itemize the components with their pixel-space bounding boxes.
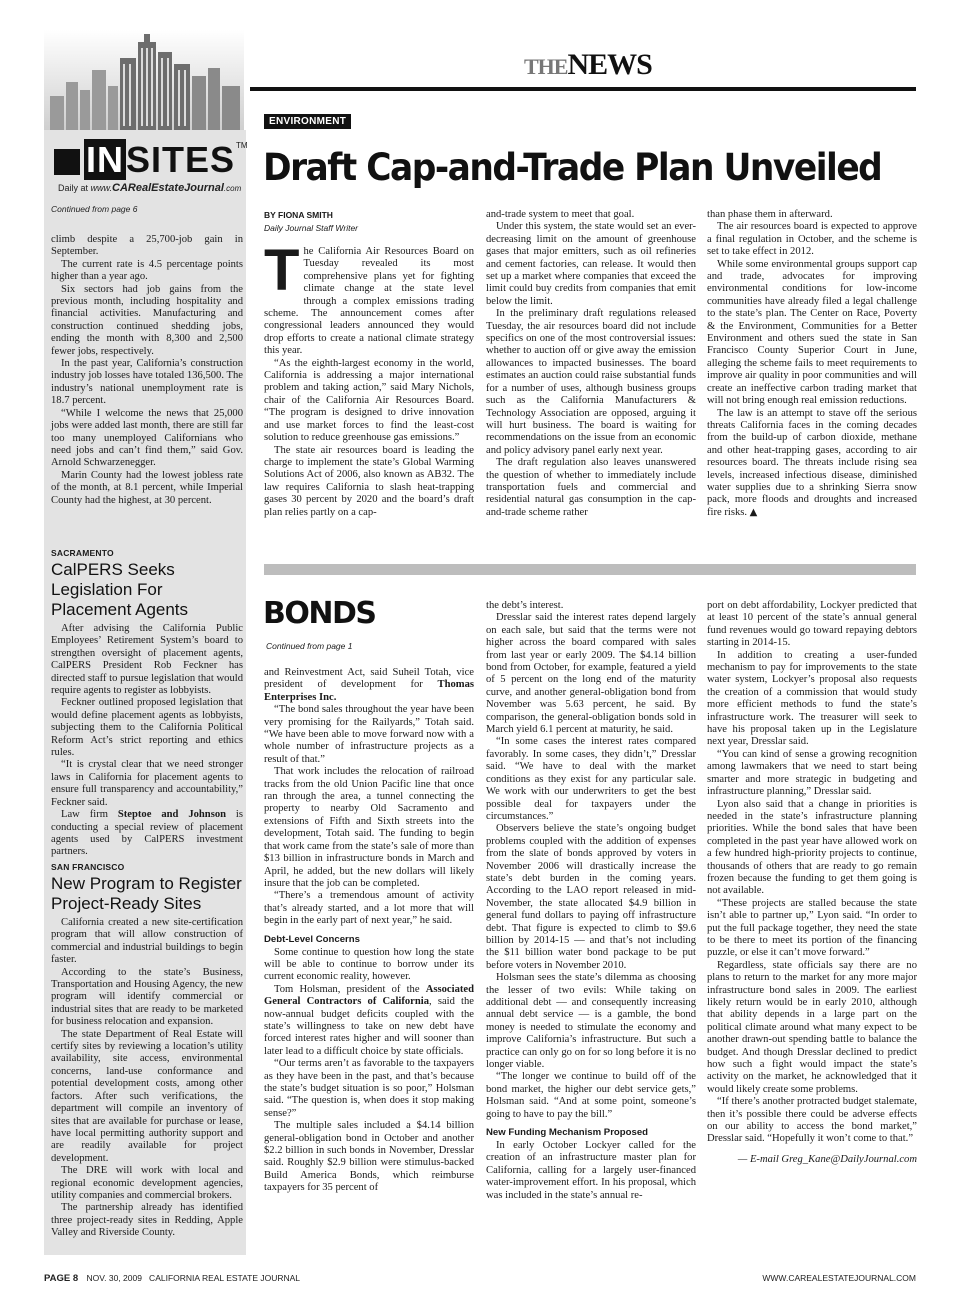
paragraph: Lyon also said that a change in priorities is needed in the state’s infrastructure planning priorities. While the bond sales that have been completed in the past year have allowed work on a few hundred high-priority projects to continue, thousands of others that are ready to go remain frozen because the funding to get them going is not available.	[707, 798, 917, 897]
subhead-debt-level: Debt-Level Concerns	[264, 933, 360, 945]
continued-from-page-1: Continued from page 1	[266, 641, 353, 651]
paragraph: That work includes the relocation of railroad tracks from the old Union Pacific line that once ran through the area, a tunnel connecting the property to nearby Old Sacramento and extensions of Fifth and Sixth streets into the development, Totah said. The funding to begin that work came from the state’s sale of more than $13 billion in infrastructure bonds in March and April, he added, but the new dollars will likely insure that the job can be completed.	[264, 766, 474, 889]
paragraph: The state air resources board is leading the charge to implement the state’s Global Warming Solutions Act of 2006, also known as AB32. The law requires California to slash heat-trapping gases 30 percent by 2020 and the board’s draft plan relies partly on a cap-	[264, 444, 474, 518]
paragraph: Feckner outlined proposed legislation that would define placement agents as lobbyists, subjecting them to the California Political Reform Act’s strict reporting and ethics rules.	[51, 697, 243, 759]
paragraph: Observers believe the state’s ongoing budget problems coupled with the addition of expenses from the slate of bonds approved by voters in November 2006 will drastically increase the state’s debt burden in the coming years. According to the LAO report released in mid-November, the state allocated $4.9 billion in general fund dollars to paying off infrastructure debt. That figure is expected to climb to $9.6 billion by 2014-15 — and that’s not including the $11 billion water bond package to be put before voters in November 2010.	[486, 823, 696, 971]
subhead-funding-mechanism: New Funding Mechanism Proposed	[486, 1127, 649, 1139]
sidebar-brief-sacramento	[51, 548, 243, 859]
association-name: Associated General Contractors of California	[264, 983, 474, 1008]
paragraph: “These projects are stalled because the state isn’t able to partner up,” Lyon said. “In order to put the full package together, they need the state to be there to meet its portion of the financing puzzle, or else it can’t move forward.”	[707, 897, 917, 959]
paragraph: port on debt affordability, Lockyer predicted that at least 10 percent of the state’s annual general fund revenues would go toward repaying debtors starting in 2014-15.	[707, 600, 917, 649]
env-column-2	[486, 209, 696, 519]
paragraph: “The bond sales throughout the year have been very promising for the Railyards,” Totah said. “We have been able to move forward now with a whole number of infrastructure projects as a result of that.”	[264, 704, 474, 765]
daily-at-line	[58, 182, 241, 194]
author-email-signature[interactable]: — E-mail Greg_Kane@DailyJournal.com	[737, 1153, 917, 1165]
paragraph: The DRE will work with local and regional economic development agencies, utility companies and commercial brokers.	[51, 1165, 243, 1201]
paragraph: The California Air Resources Board on Tuesday revealed its most comprehensive plans yet for fighting climate change at the state level through a complex emissions trading scheme. The announcement comes after congressional leaders announced they would drop efforts to create a national climate strategy this year.	[264, 238, 474, 357]
drop-cap: T	[264, 238, 300, 303]
brief-kicker: SACRAMENTO	[51, 548, 114, 558]
section-masthead	[524, 48, 652, 82]
paragraph: climb despite a 25,700-job gain in September.	[51, 234, 243, 258]
logo-in: IN	[86, 139, 124, 180]
page-number: PAGE 8	[44, 1273, 79, 1284]
env-column-3	[707, 209, 917, 519]
paragraph: Regardless, state officials say there are no plans to return to the market for any more major infrastructure bond sales in 2009. The earliest likely return would be in early 2010, although that ability depends in a large part on the political climate around what many expect to be another drawn-out spending battle to balance the budget. And though Dresslar declined to predict how such a fight would impact the state’s activity on the market, he acknowledged that it would likely create some problems.	[707, 959, 917, 1095]
footer-date-publication: NOV. 30, 2009 CALIFORNIA REAL ESTATE JOURNAL	[86, 1273, 301, 1283]
bonds-column-2	[486, 600, 696, 1202]
daily-prefix: Daily at	[58, 183, 89, 193]
paragraph: The air resources board is expected to approve a final regulation in October, and the scheme is set to take effect in 2012.	[707, 221, 917, 258]
paragraph: “There’s a tremendous amount of activity that’s already started, and a lot more that will begin in the early part of next year,” he said.	[264, 890, 474, 927]
end-of-story-icon: ▲	[749, 506, 758, 518]
paragraph: Holsman sees the state’s dilemma as choosing the lesser of two evils: While taking on additional debt — and consequently increasing annual debt service — is a gamble, the bond money is needed to stimulate the economy and improve California’s infrastructure. But such a practice can only go on for so long before it is no longer viable.	[486, 972, 696, 1071]
bonds-headline: BONDS	[263, 596, 376, 631]
continued-from-page-6: Continued from page 6	[51, 204, 138, 214]
masthead-rule	[250, 87, 916, 91]
bonds-column-3	[707, 600, 917, 1165]
paragraph: The state Department of Real Estate will certify sites by reviewing a location’s utility availability, site access, environmental concerns, land-use conformance and potential development costs, among other factors. After such verifications, the department will compile an inventory of sites that are available for purchase or lease, have local permitting authority support and are readily available for project development.	[51, 1028, 243, 1164]
paragraph: “In some cases the interest rates compared favorably. In some cases, they didn’t,” Dresslar said. “We have to deal with the market conditions as they exist for any particular sale. We work with our underwriters to get the best possible deal for taxpayers under the circumstances.”	[486, 736, 696, 822]
paragraph: Some continue to question how long the state will be able to continue to borrow under its current economic reality, however.	[264, 946, 474, 983]
masthead-news: NEWS	[567, 48, 652, 81]
paragraph: “You can kind of sense a growing recognition among lawmakers that we need to start being smarter and more strategic in budgeting and infrastructure planning,” Dresslar said.	[707, 748, 917, 798]
footer-url[interactable]: WWW.CAREALESTATEJOURNAL.COM	[762, 1273, 916, 1283]
sidebar-brief-san-francisco	[51, 862, 243, 1240]
byline	[264, 210, 358, 233]
paragraph: “Our terms aren’t as favorable to the taxpayers as they have been in the past, and that’s because the state’s budget situation is so poor,” Holsman said. “The question is, when does it stop making sense?”	[264, 1058, 474, 1119]
paragraph: The draft regulation also leaves unanswered the question of whether to immediately include transportation fuels and commercial and residential natural gas consumption in the cap-and-trade scheme rather	[486, 457, 696, 518]
paragraph: Law firm Steptoe and Johnson is conducting a special review of placement agents used by CalPERS investment partners.	[51, 809, 243, 858]
law-firm-name: Steptoe and Johnson	[117, 809, 227, 821]
daily-url[interactable]: www.CARealEstateJournal.com	[90, 182, 242, 194]
brief-headline: New Program to Register Project-Ready Sites	[51, 874, 242, 913]
paragraph: In addition to creating a user-funded mechanism to pay for improvements to the state water system, Lockyer’s proposal also requests the creation of a commission that would study more efficient methods to fund the state’s infrastructure work. The treasurer will seek to have his proposal taken up in the Legislature next year, Dresslar said.	[707, 649, 917, 748]
insites-logo	[54, 139, 248, 180]
paragraph: and Reinvestment Act, said Suheil Totah, vice president of development for Thomas Enterprises Inc.	[264, 667, 474, 703]
brief-headline: CalPERS Seeks Legislation For Placement Agents	[51, 560, 189, 619]
paragraph: In the preliminary draft regulations released Tuesday, the air resources board did not include specifics on one of the most controversial issues: whether to auction off or give away the emission allowances to impacted businesses. The board estimates an auction could raise substantial funds for a number of uses, although business groups such as the California Manufacturers & Technology Association are opposed, arguing it will hurt business. The board is waiting for recommendations on the issue from an economic and policy advisory panel early next year.	[486, 308, 696, 456]
masthead-the: THE	[524, 54, 568, 79]
logo-wordmark	[84, 139, 235, 181]
paragraph: Six sectors had job gains from the previous month, including hospitality and financial activities. Manufacturing and construction continued shedding jobs, ending the month with 8,300 and 2,500 fewer jobs, respectively.	[51, 283, 243, 357]
logo-sites: SITES	[126, 139, 236, 180]
paragraph: the debt’s interest.	[486, 600, 564, 611]
paragraph: “While I welcome the news that 25,000 jobs were added last month, there are still far too many unemployed Californians who need jobs and can’t find them,” said Gov. Arnold Schwarzenegger.	[51, 407, 243, 469]
paragraph: Tom Holsman, president of the Associated General Contractors of California, said the now-annual budget deficits coupled with the state’s willingness to take on new debt have forced interest rates higher and will sooner than later lead to a difficult choice by state officials.	[264, 983, 474, 1057]
paragraph: and-trade system to meet that goal.	[486, 209, 635, 220]
logo-block-icon	[54, 149, 80, 175]
paragraph: The partnership already has identified three project-ready sites in Redding, Apple Valley and Riverside County.	[51, 1202, 243, 1239]
bonds-column-1	[264, 667, 474, 1195]
paragraph: After advising the California Public Employees’ Retirement System’s board to strengthen oversight of placement agents, CalPERS President Rob Feckner has directed staff to pursue legislation that would require agents to register as lobbyists.	[51, 623, 243, 697]
byline-role: Daily Journal Staff Writer	[264, 223, 358, 233]
paragraph: “As the eighth-largest economy in the world, California is addressing a major international problem and taking action,” said Mary Nichols, chair of the California Air Resources Board. “The program is designed to drive innovation and use market forces to find the least-cost solution to reduce greenhouse gas emissions.”	[264, 357, 474, 444]
env-column-1	[264, 238, 474, 519]
paragraph: “The longer we continue to build off of the bond market, the higher our debt service gets,” Holsman said. “And at some point, someone’s going to have to pay the bill.”	[486, 1071, 696, 1120]
section-tag-environment: ENVIRONMENT	[264, 114, 351, 129]
paragraph: While some environmental groups support cap and trade, advocates for improving environmental conditions for low-income communities have already filed a legal challenge to the state’s plan. The Center on Race, Poverty & the Environment, Communities for a Better Environment and others sued the state in San Francisco County Superior Court in June, alleging the scheme fails to meet requirements to improve air quality in poor communities and will create an ineffective carbon trading market that will not bring enough real emission reductions.	[707, 258, 917, 407]
paragraph: California created a new site-certification program that will allow construction of commercial and industrial buildings to begin faster.	[51, 917, 243, 966]
city-skyline-illustration	[44, 30, 244, 130]
section-divider	[264, 564, 916, 575]
paragraph: Dresslar said the interest rates depend largely on each sale, but said that the terms were not higher across the board compared with sales from last year or early 2009. The $4.14 billion bond from October, for example, featured a yield of 5 percent on the long end of the maturity curve, and another general-obligation bond from November was 5.63 percent, he said. By comparison, the general-obligation bonds sold in March yield 6.1 percent at maturity, he said.	[486, 612, 696, 736]
paragraph: In early October Lockyer called for the creation of an infrastructure master plan for California, calling for a largely user-financed water-improvement effort. In his proposal, which was included in the state’s annual re-	[486, 1140, 696, 1201]
paragraph: “It is crystal clear that we need stronger laws in California for placement agents to ensure full transparency and accountability,” Feckner said.	[51, 759, 243, 808]
paragraph: The law is an attempt to stave off the serious threats California faces in the coming decades from the build-up of carbon dioxide, methane and other heat-trapping gases, according to air resources board. The threats include rising sea levels, increased infectious disease, diminished water supplies due to a shrinking Sierra snow pack, more floods and droughts and increased fire risks. ▲	[707, 407, 917, 518]
trademark-mark: TM	[236, 141, 248, 150]
company-name: Thomas Enterprises Inc.	[264, 679, 474, 703]
sidebar-intro-column	[51, 234, 243, 507]
byline-name: BY FIONA SMITH	[264, 210, 333, 220]
brief-kicker: SAN FRANCISCO	[51, 862, 125, 872]
article-headline: Draft Cap-and-Trade Plan Unveiled	[263, 146, 882, 189]
paragraph: In the past year, California’s construction industry job losses have totaled 136,500. The industry’s national unemployment rate is 18.7 percent.	[51, 358, 243, 407]
page-footer	[44, 1273, 916, 1284]
paragraph: Under this system, the state would set an ever-decreasing limit on the amount of greenhouse gases that major emitters, such as oil refineries and cement factories, can release. It would then set up a market where companies that exceed the limit could buy credits from companies that emit below the limit.	[486, 221, 696, 307]
paragraph: Marin County had the lowest jobless rate of the month, at 8.1 percent, while Imperial County had the highest, at 30 percent.	[51, 469, 243, 506]
paragraph: The multiple sales included a $4.14 billion general-obligation bond in October and another $2.2 billion in such bonds in November, Dresslar said. Roughly $2.9 billion were stimulus-backed Build America Bonds, which reimburse taxpayers for 35 percent of	[264, 1120, 474, 1194]
paragraph: than phase them in afterward.	[707, 209, 833, 220]
paragraph: The current rate is 4.5 percentage points higher than a year ago.	[51, 258, 243, 283]
paragraph: According to the state’s Business, Transportation and Housing Agency, the new program will identify commercial or industrial sites that are ready to be marketed for business relocation and expansion.	[51, 966, 243, 1028]
paragraph: “If there’s another protracted budget stalemate, then it’s possible there could be adverse effects on our ability to access the bond market,” Dresslar said. “Hopefully it won’t come to that.”	[707, 1096, 917, 1145]
